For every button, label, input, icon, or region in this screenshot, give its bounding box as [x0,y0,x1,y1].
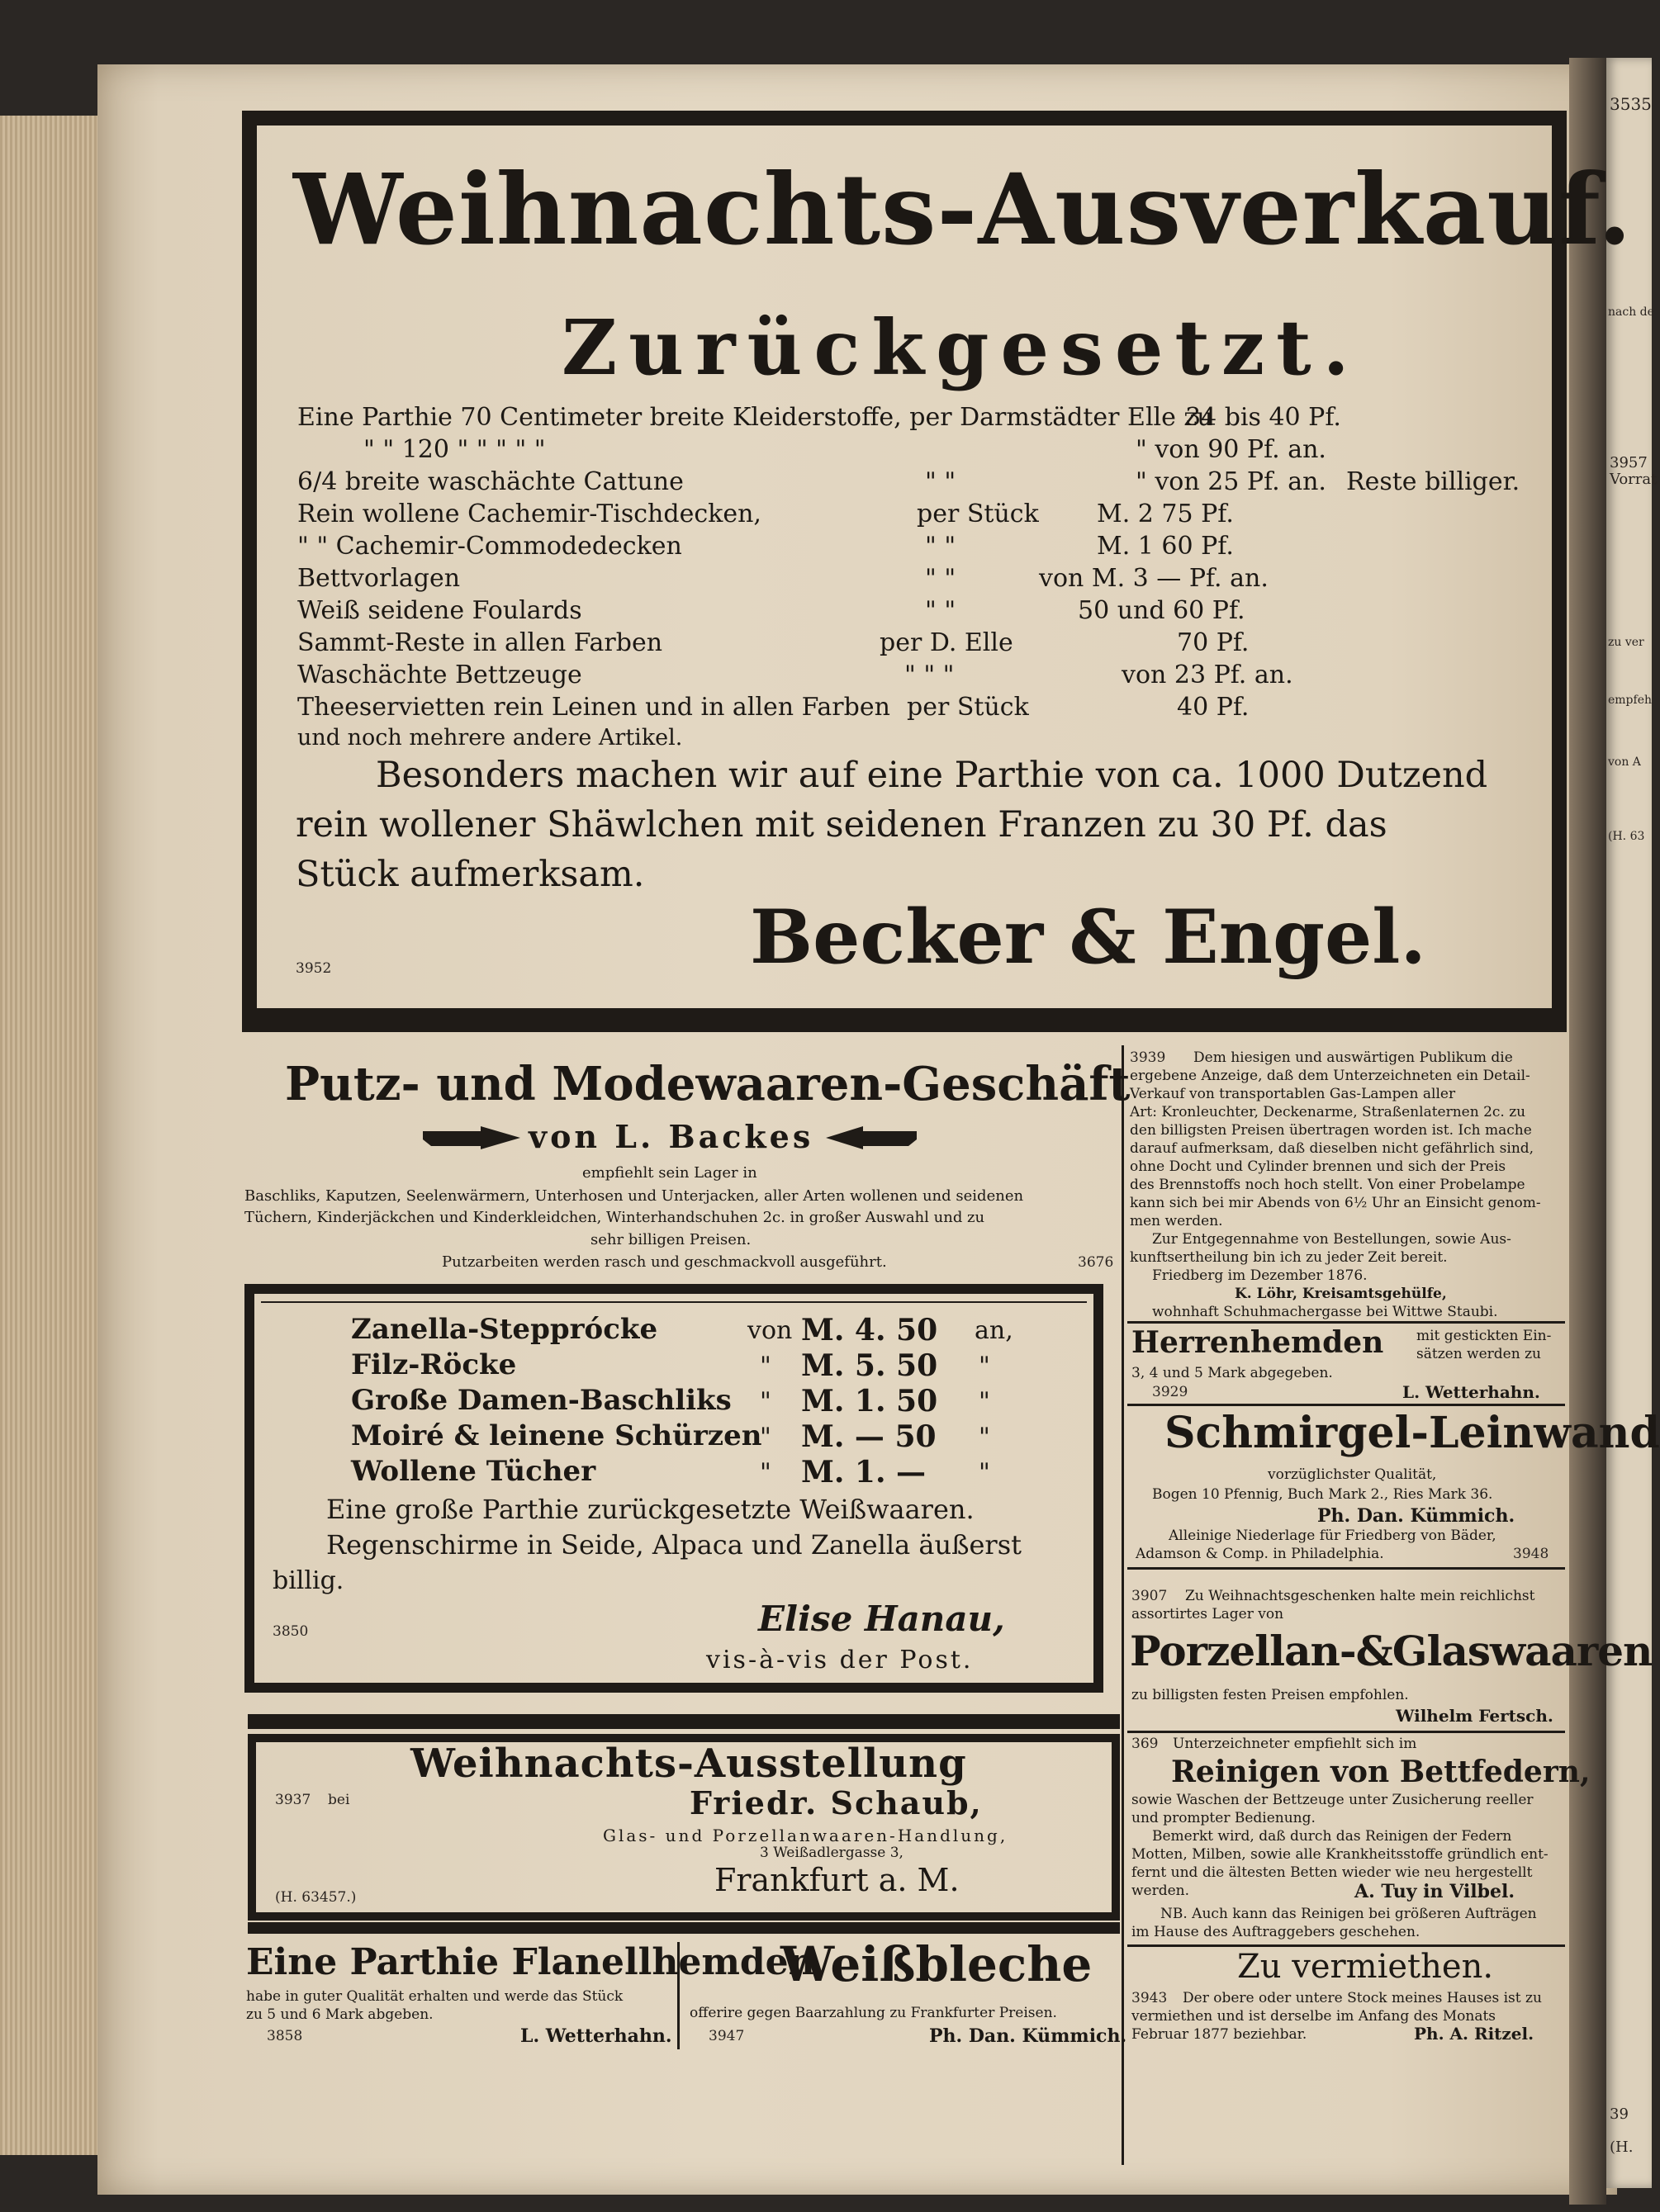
hanau-price: M. 1. 50 [801,1384,938,1419]
betten-nb: NB. Auch kann das Reinigen bei größeren Aufträgen [1160,1906,1537,1922]
price-value: 50 und 60 Pf. [1078,596,1245,625]
price-value: " von 90 Pf. an. [1136,435,1326,464]
hanau-price: M. 5. 50 [801,1348,938,1383]
price-unit: " " [925,596,956,625]
hanau-item: Filz-Röcke [351,1348,517,1381]
price-row [297,467,1536,499]
hanau-post: " [979,1387,990,1416]
betten-nb: im Hause des Auftraggebers geschehen. [1131,1924,1420,1940]
price-unit: " " [925,467,956,496]
lohr-line: den billigsten Preisen übertragen worden ist. Ich mache [1130,1122,1532,1139]
schaub-ref: (H. 63457.) [275,1889,357,1906]
price-item: " " 120 " " " " " [363,435,546,464]
lohr-number: 3939 [1130,1049,1166,1066]
main-ad-number: 3952 [296,960,332,977]
main-ad-special-line: Besonders machen wir auf eine Parthie von ca. 1000 Dutzend [376,755,1488,796]
book-edge [0,116,97,2155]
adjacent-fragment: Vorrat [1610,471,1658,488]
main-ad-title: Weihnachts-Ausverkauf. [293,152,1633,267]
schmirgel-title: Schmirgel-Leinwand [1164,1408,1660,1458]
flanell-number: 3858 [267,2028,303,2044]
schmirgel-line: Bogen 10 Pfennig, Buch Mark 2., Ries Mark 36. [1152,1486,1493,1503]
hanau-price: M. — 50 [801,1419,937,1454]
lohr-line: darauf aufmerksam, daß dieselben nicht gefährlich sind, [1130,1140,1534,1157]
hanau-price: M. 4. 50 [801,1313,938,1348]
price-row [297,693,1536,724]
ad-divider [1127,1731,1565,1733]
price-item: Theeservietten rein Leinen und in allen Farben [297,693,890,722]
schaub-title: Weihnachts-Ausstellung [410,1741,967,1787]
price-note: Reste billiger. [1346,467,1520,496]
ad-divider [1127,1567,1565,1570]
price-row [297,403,1536,434]
price-unit: " " [925,532,956,561]
price-value: M. 1 60 Pf. [1097,532,1234,561]
fertsch-line: zu billigsten festen Preisen empfohlen. [1131,1687,1409,1703]
adjacent-fragment: von A [1608,755,1641,769]
price-row [297,564,1536,595]
backes-number: 3676 [1078,1254,1114,1271]
fertsch-signature: Wilhelm Fertsch. [1396,1706,1553,1726]
schaub-number: 3937 [275,1792,311,1808]
betten-line: Unterzeichneter empfiehlt sich im [1173,1736,1417,1752]
price-item: und noch mehrere andere Artikel. [297,725,683,751]
hanau-pre: " [760,1352,771,1381]
price-row [297,532,1536,563]
schaub-line: 3 Weißadlergasse 3, [760,1845,904,1861]
backes-by: von L. Backes [529,1118,814,1155]
main-ad-subtitle: Zurückgesetzt. [562,303,1361,392]
herrenhemden-number: 3929 [1152,1384,1188,1400]
price-item: Sammt-Reste in allen Farben [297,628,663,657]
pointing-hand-icon [423,1125,522,1154]
price-unit: per Stück [907,693,1029,722]
schmirgel-signature: Ph. Dan. Kümmich. [1317,1505,1515,1527]
hanau-post: an, [975,1316,1013,1345]
hanau-line: Regenschirme in Seide, Alpaca und Zanella äußerst [326,1529,1022,1561]
book-gutter [1569,58,1606,2205]
flanell-line: zu 5 und 6 Mark abgeben. [246,2006,434,2023]
betten-line: und prompter Bedienung. [1131,1810,1316,1826]
column-divider [1122,1045,1124,2165]
betten-number: 369 [1131,1736,1159,1752]
price-unit: " " " [904,661,955,689]
weissbleche-signature: Ph. Dan. Kümmich. [929,2025,1127,2047]
hanau-line: billig. [273,1566,344,1595]
lohr-line: men werden. [1130,1213,1223,1229]
betten-signature: A. Tuy in Vilbel. [1354,1881,1515,1902]
price-item: " " Cachemir-Commodedecken [297,532,682,561]
flanell-line: habe in guter Qualität erhalten und werde das Stück [246,1988,624,2005]
backes-line: empfiehlt sein Lager in [582,1164,757,1182]
price-value: 40 Pf. [1177,693,1250,722]
fertsch-line: Zu Weihnachtsgeschenken halte mein reichlichst [1185,1588,1535,1604]
lohr-line: Zur Entgegennahme von Bestellungen, sowie Aus- [1152,1231,1511,1248]
schaub-name: Friedr. Schaub, [690,1784,983,1821]
price-unit: per Stück [917,500,1039,528]
adjacent-fragment: nach de [1608,306,1654,319]
price-row [297,661,1536,692]
price-unit: " " [925,564,956,593]
schmirgel-line: Adamson & Comp. in Philadelphia. [1136,1546,1384,1562]
price-row [297,628,1536,660]
hanau-price: M. 1. — [801,1455,927,1490]
herrenhemden-side: mit gestickten Ein- [1416,1328,1552,1344]
schmirgel-line: Alleinige Niederlage für Friedberg von Bäder, [1169,1528,1496,1544]
lohr-line: Art: Kronleuchter, Deckenarme, Straßenlaternen 2c. zu [1130,1104,1526,1120]
hanau-post: " [979,1458,990,1487]
fertsch-line: assortirtes Lager von [1131,1606,1284,1622]
flanell-signature: L. Wetterhahn. [520,2025,672,2047]
hanau-post: " [979,1352,990,1381]
adjacent-fragment: zu ver [1608,636,1644,649]
vermiethen-signature: Ph. A. Ritzel. [1414,2024,1534,2044]
lohr-line: kunftsertheilung bin ich zu jeder Zeit bereit. [1130,1249,1448,1266]
lohr-line: ohne Docht und Cylinder brennen und sich der Preis [1130,1158,1506,1175]
hanau-ad-inner-rule [261,1301,1087,1303]
hanau-sub: vis-à-vis der Post. [706,1646,974,1674]
main-ad-signature: Becker & Engel. [750,893,1426,981]
price-item: Waschächte Bettzeuge [297,661,582,689]
main-ad-special-line: rein wollener Shäwlchen mit seidenen Franzen zu 30 Pf. das [296,804,1387,845]
price-row [297,435,1536,467]
vermiethen-number: 3943 [1131,1990,1168,2006]
hanau-item: Wollene Tücher [351,1455,596,1488]
price-item: Rein wollene Cachemir-Tischdecken, [297,500,761,528]
lohr-line: Friedberg im Dezember 1876. [1152,1267,1368,1284]
price-row [297,725,1536,756]
backes-line: sehr billigen Preisen. [590,1231,752,1248]
betten-title: Reinigen von Bettfedern, [1171,1755,1591,1789]
weissbleche-line: offerire gegen Baarzahlung zu Frankfurter Preisen. [690,2005,1057,2021]
hanau-number: 3850 [273,1623,309,1640]
price-value: von M. 3 — Pf. an. [1039,564,1269,593]
price-row [297,500,1536,531]
price-value: " von 25 Pf. an. [1136,467,1326,496]
backes-line: Tüchern, Kinderjäckchen und Kinderkleidchen, Winterhandschuhen 2c. in großer Auswahl und zu [244,1209,985,1226]
schmirgel-number: 3948 [1513,1546,1549,1562]
ad-divider [1127,1321,1565,1324]
hanau-pre: " [760,1423,771,1452]
lohr-line: Verkauf von transportablen Gas-Lampen aller [1130,1086,1456,1102]
hanau-item: Zanella-Stepprócke [351,1313,658,1346]
lohr-line: kann sich bei mir Abends von 6½ Uhr an Einsicht genom- [1130,1195,1541,1211]
schaub-bei: bei [328,1792,350,1808]
lohr-line: des Brennstoffs noch hoch stellt. Von einer Probelampe [1130,1177,1525,1193]
hanau-pre: " [760,1387,771,1416]
herrenhemden-line: 3, 4 und 5 Mark abgegeben. [1131,1365,1333,1381]
backes-title: Putz- und Modewaaren-Geschäft [285,1057,1131,1111]
adjacent-fragment: 3957 [1610,454,1648,471]
herrenhemden-title: Herrenhemden [1131,1325,1384,1360]
betten-line: Motten, Milben, sowie alle Krankheitsstoffe gründlich ent- [1131,1846,1549,1863]
hanau-item: Große Damen-Baschliks [351,1384,732,1417]
fertsch-number: 3907 [1131,1588,1168,1604]
main-ad-bottom-bar [242,1014,1567,1032]
price-value: von 23 Pf. an. [1122,661,1293,689]
backes-line: Baschliks, Kaputzen, Seelenwärmern, Unterhosen und Unterjacken, aller Arten wollenen und seidenen [244,1187,1024,1205]
hanau-pre: " [760,1458,771,1487]
vermiethen-title: Zu vermiethen. [1237,1948,1494,1986]
fertsch-title: Porzellan-&Glaswaaren [1130,1627,1653,1675]
main-ad-special-line: Stück aufmerksam. [296,854,645,895]
hanau-item: Moiré & leinene Schürzen [351,1419,762,1452]
betten-line: sowie Waschen der Bettzeuge unter Zusicherung reeller [1131,1792,1534,1808]
schaub-top-bar [248,1714,1120,1729]
ad-divider [1127,1404,1565,1406]
herrenhemden-signature: L. Wetterhahn. [1402,1382,1540,1402]
adjacent-fragment: (H. [1610,2139,1634,2156]
weissbleche-number: 3947 [709,2028,745,2044]
backes-line: Putzarbeiten werden rasch und geschmackvoll ausgeführt. [442,1253,887,1271]
weissbleche-title: Weißbleche [780,1936,1093,1992]
lohr-line: ergebene Anzeige, daß dem Unterzeichneten ein Detail- [1130,1068,1530,1084]
pointing-hand-icon [826,1125,917,1154]
price-unit: per D. Elle [880,628,1013,657]
adjacent-page-number: 3535 [1610,94,1652,114]
vermiethen-line: vermiethen und ist derselbe im Anfang des Monats [1131,2008,1496,2025]
betten-line: Bemerkt wird, daß durch das Reinigen der Federn [1152,1828,1512,1845]
adjacent-fragment: 39 [1610,2105,1629,2123]
price-item: Eine Parthie 70 Centimeter breite Kleiderstoffe, per Darmstädter Elle zu [297,403,1213,432]
lohr-line: wohnhaft Schuhmachergasse bei Wittwe Staubi. [1152,1304,1498,1320]
price-row [297,596,1536,628]
hanau-post: " [979,1423,990,1452]
price-value: 70 Pf. [1177,628,1250,657]
lohr-line: K. Löhr, Kreisamtsgehülfe, [1235,1286,1447,1302]
schmirgel-line: vorzüglichster Qualität, [1268,1466,1437,1483]
vermiethen-line: Februar 1877 beziehbar. [1131,2026,1307,2043]
adjacent-fragment: (H. 63 [1608,830,1645,843]
price-value: 34 bis 40 Pf. [1185,403,1341,432]
betten-line: werden. [1131,1883,1190,1899]
schaub-line: Glas- und Porzellanwaaren-Handlung, [603,1826,1008,1845]
price-item: 6/4 breite waschächte Cattune [297,467,684,496]
adjacent-page [1606,58,1658,2188]
price-value: M. 2 75 Pf. [1097,500,1234,528]
schaub-bottom-bar [248,1922,1120,1934]
price-item: Bettvorlagen [297,564,461,593]
hanau-line: Eine große Parthie zurückgesetzte Weißwaaren. [326,1494,975,1525]
betten-line: fernt und die ältesten Betten wieder wie neu hergestellt [1131,1864,1533,1881]
herrenhemden-side: sätzen werden zu [1416,1346,1541,1362]
hanau-signature: Elise Hanau, [758,1599,1005,1639]
price-item: Weiß seidene Foulards [297,596,582,625]
hanau-pre: von [747,1316,793,1345]
schaub-city: Frankfurt a. M. [714,1862,960,1898]
lohr-line: Dem hiesigen und auswärtigen Publikum die [1193,1049,1513,1066]
flanell-title: Eine Parthie Flanellhemden [246,1941,815,1983]
ad-divider [1127,1944,1565,1947]
adjacent-fragment: empfeh [1608,694,1653,707]
vermiethen-line: Der obere oder untere Stock meines Hauses ist zu [1183,1990,1542,2006]
